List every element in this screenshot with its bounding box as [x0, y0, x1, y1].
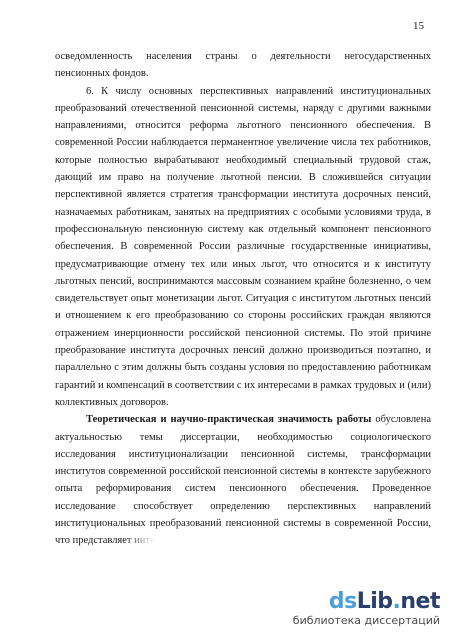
dslib-tagline: библиотека диссертаций: [292, 614, 440, 627]
dslib-watermark[interactable]: [280, 590, 440, 627]
document-body: [55, 48, 431, 550]
section-heading-significance: Теоретическая и научно-практическая значимость работы: [86, 414, 372, 426]
dslib-logo: dsLib.net: [328, 589, 440, 614]
paragraph-npf-awareness: [55, 48, 431, 83]
paragraph-pension-reform: [55, 83, 431, 412]
paragraph-significance: [55, 411, 431, 549]
faded-final-line: современной России, что представляет инте: [55, 518, 431, 547]
paragraph-text: обусловлена актуальностью темы диссертации, необходимостью социологического исследования институционализации пенсионной системы, трансформации институтов современной российской пенсионной системы в контексте зарубежного опыта реформирования систем пенсионного обеспечения. Проведенное исследование способствует определению перспективных направлений институциональных преобразований пенсионной системы в: [55, 414, 431, 530]
page-number: 15: [413, 20, 424, 32]
paragraph-text: осведомленность населения страны о деятельности негосударственных пенсионных фондов.: [55, 51, 431, 80]
paragraph-text: 6. К числу основных перспективных направлений институциональных преобразований отечественной пенсионной системы, наряду с другими важными направлениями, относится реформа льготного пенсионного обеспечения. В современной России наблюдается перманентное увеличение числа тех работников, которые полностью вырабатывают необходимый специальный трудовой стаж, дающий им право на получение льготной пенсии. В сложившейся ситуации перспективной является стратегия трансформации института досрочных пенсий, назначаемых работникам, занятых на предприятиях с особыми условиями труда, в профессиональную пенсионную систему как отдельный компонент пенсионного обеспечения. В современной России различные государственные инициативы, предусматривающие отмену тех или иных льгот, что относится и к институту льготных пенсий, воспринимаются массовым сознанием крайне болезненно, о чем свидетельствует опыт монетизации льгот. Ситуация с институтом льготных пенсий и отношением к его преобразованию со стороны российских граждан являются отражением инерционности российской пенсионной системы. По этой причине преобразование института досрочных пенсий должно производиться поэтапно, и параллельно с этим должны быть созданы условия по предоставлению работникам гарантий и компенсаций в соответствии с их интересами в рамках трудовых и (или) коллективных договоров.: [55, 85, 431, 408]
